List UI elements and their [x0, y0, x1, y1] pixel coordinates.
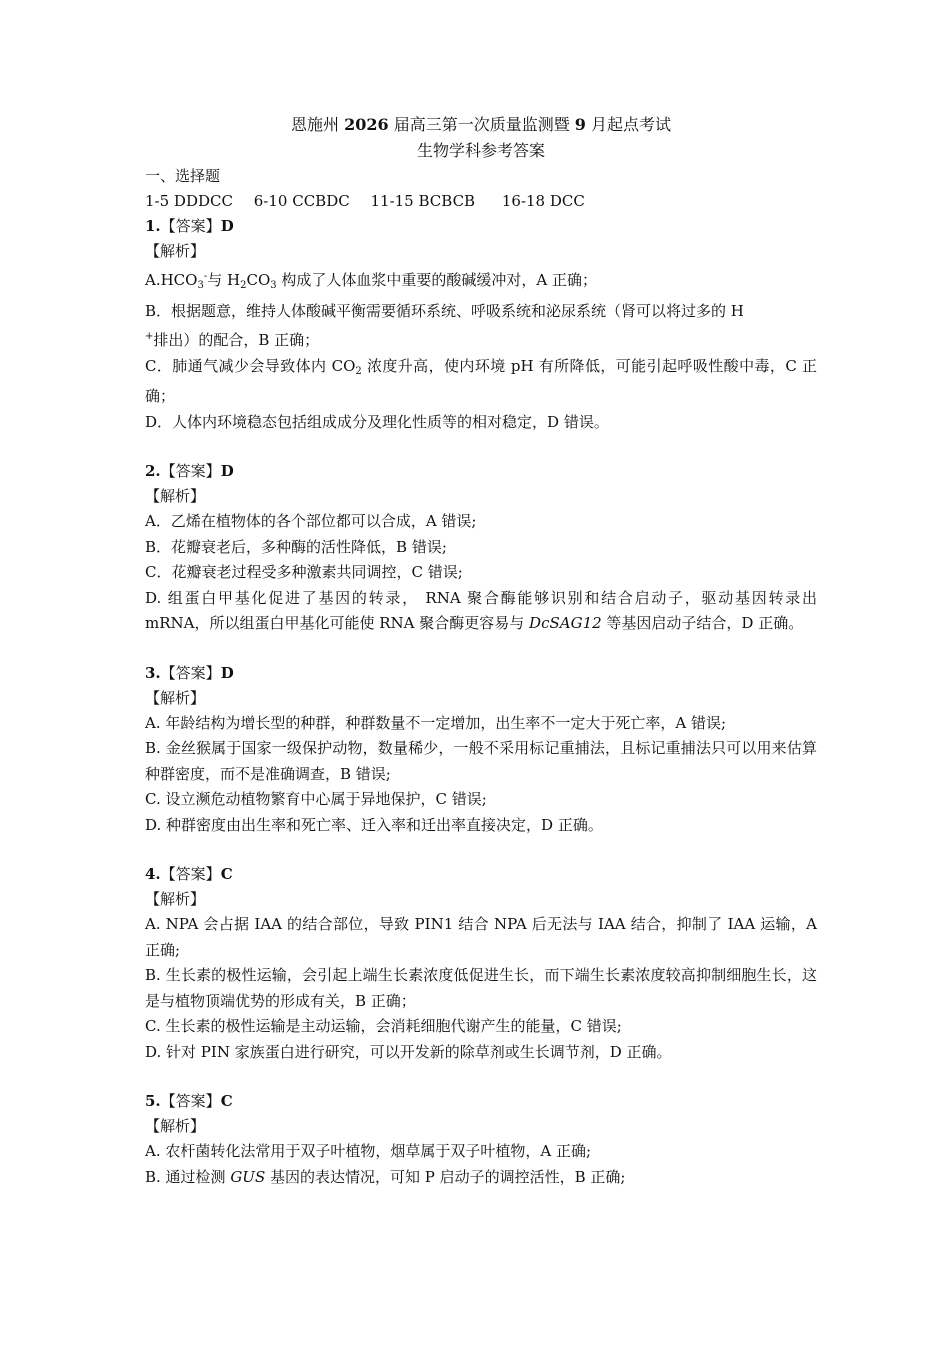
answer-group: 16-18 DCC	[501, 192, 585, 210]
question-2-option-c: C．花瓣衰老过程受多种激素共同调控，C 错误;	[145, 563, 463, 581]
gene-name: DcSAG12	[529, 614, 602, 632]
question-3-header: 3.【答案】D	[145, 663, 234, 682]
question-1-option-b: B．根据题意，维持人体酸碱平衡需要循环系统、呼吸系统和泌尿系统（肾可以将过多的 H +排出）的配合，B 正确；	[145, 301, 744, 349]
title-part: 届高三第一次质量监测暨	[393, 115, 570, 134]
document-title	[145, 112, 817, 138]
analysis-label: 【解析】	[145, 487, 206, 505]
analysis-label: 【解析】	[145, 890, 206, 908]
title-month: 9	[574, 115, 586, 134]
question-1-option-a: $A.HCO_3^-$与 $H_2CO_3$ 构成了人体血浆中重要的酸碱缓冲对，A 正确；	[145, 271, 597, 291]
question-3-option-b: B. 金丝猴属于国家一级保护动物，数量稀少，一般不采用标记重捕法，且标记重捕法只可以用来估算种群密度，而不是准确调查，B 错误;	[145, 739, 817, 783]
question-3-option-d: D. 种群密度由出生率和死亡率、迁入率和迁出率直接决定，D 正确。	[145, 815, 603, 834]
question-3-option-a: A. 年龄结构为增长型的种群，种群数量不一定增加，出生率不一定大于死亡率，A 错误;	[145, 713, 727, 732]
question-4-option-a: A. NPA 会占据 IAA 的结合部位，导致 PIN1 结合 NPA 后无法与 IAA 结合，抑制了 IAA 运输，A 正确;	[145, 915, 817, 959]
question-2-option-b: B．花瓣衰老后，多种酶的活性降低，B 错误;	[145, 537, 447, 556]
question-1-option-c: C．肺通气减少会导致体内 $CO_2$ 浓度升高，使内环境 pH 有所降低，可能引起呼吸性酸中毒，C 正确；	[145, 356, 817, 405]
question-5-option-a: A. 农杆菌转化法常用于双子叶植物，烟草属于双子叶植物，A 正确;	[145, 1142, 592, 1160]
question-2-option-a: A．乙烯在植物体的各个部位都可以合成，A 错误;	[145, 512, 477, 530]
analysis-label: 【解析】	[145, 688, 206, 707]
answer-group: 1-5 DDDCC	[145, 192, 233, 210]
gene-name: GUS	[230, 1167, 266, 1186]
answer-group: 6-10 CCBDC	[253, 192, 350, 210]
analysis-label: 【解析】	[145, 242, 206, 260]
question-5-option-b: B. 通过检测 GUS 基因的表达情况，可知 P 启动子的调控活性，B 正确;	[145, 1167, 626, 1186]
title-part: 恩施州	[290, 115, 339, 134]
analysis-label: 【解析】	[145, 1117, 206, 1135]
answer-key-row	[145, 189, 817, 214]
question-2-option-d: D. 组蛋白甲基化促进了基因的转录， RNA 聚合酶能够识别和结合启动子，驱动基因转录出 mRNA，所以组蛋白甲基化可能使 RNA 聚合酶更容易与 DcSAG12 等基因启动子结合，D 正确。	[145, 588, 817, 632]
question-1-header: 1.【答案】D	[145, 217, 234, 235]
question-4-option-c: C. 生长素的极性运输是主动运输，会消耗细胞代谢产生的能量，C 错误;	[145, 1017, 622, 1035]
question-5-header: 5.【答案】C	[145, 1092, 233, 1110]
question-4-option-b: B. 生长素的极性运输，会引起上端生长素浓度低促进生长，而下端生长素浓度较高抑制细胞生长，这是与植物顶端优势的形成有关，B 正确；	[145, 966, 817, 1010]
title-year: 2026	[344, 115, 389, 134]
question-4-header: 4.【答案】C	[145, 865, 233, 883]
document-subtitle: 生物学科参考答案	[416, 141, 545, 160]
question-4-option-d: D. 针对 PIN 家族蛋白进行研究，可以开发新的除草剂或生长调节剂，D 正确。	[145, 1042, 672, 1061]
answer-document	[145, 112, 817, 1190]
section-label: 一、选择题	[145, 167, 221, 185]
question-3-option-c: C. 设立濒危动植物繁育中心属于异地保护，C 错误;	[145, 790, 487, 808]
title-part: 月起点考试	[591, 115, 672, 134]
question-1-option-d: D．人体内环境稳态包括组成成分及理化性质等的相对稳定，D 错误。	[145, 412, 609, 431]
question-2-header: 2.【答案】D	[145, 462, 234, 480]
answer-group: 11-15 BCBCB	[370, 192, 476, 210]
